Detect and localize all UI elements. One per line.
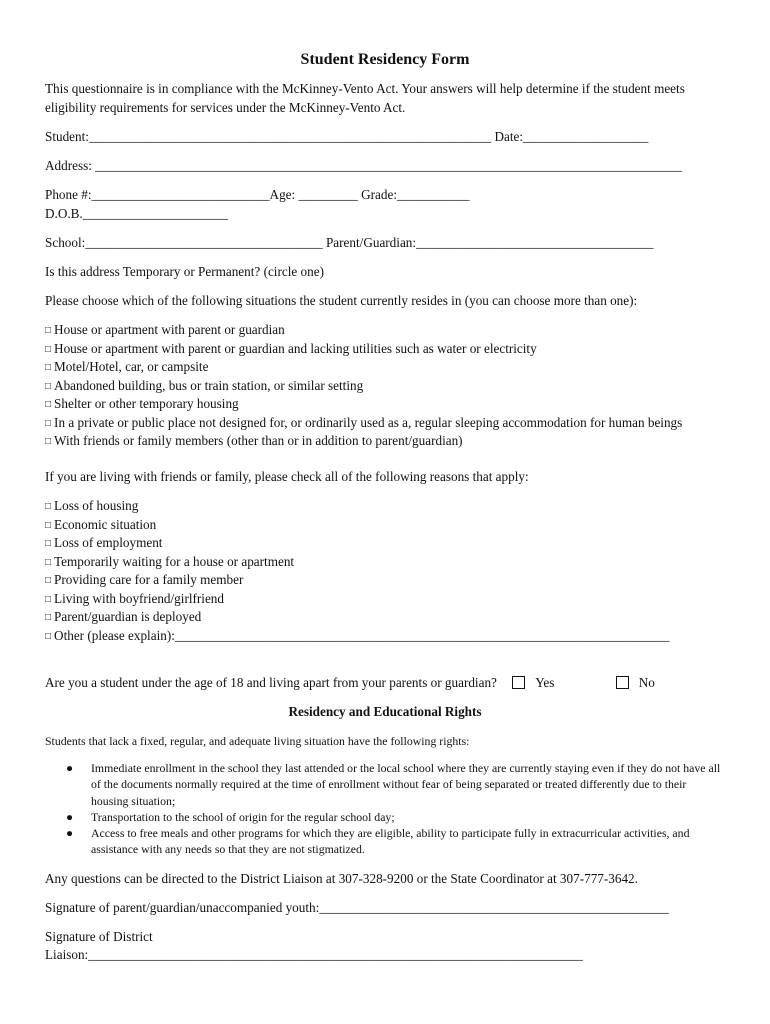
minor-question-row (45, 674, 655, 693)
checkbox-icon[interactable]: □ (45, 362, 52, 373)
reason-label: Temporarily waiting for a house or apartment (54, 553, 295, 569)
situation-label: Abandoned building, bus or train station, or similar setting (54, 377, 364, 393)
situation-option[interactable] (45, 358, 730, 377)
situations-list (45, 321, 730, 451)
rights-heading: Residency and Educational Rights (288, 704, 482, 719)
bullet-icon: ● (66, 826, 74, 841)
reason-option[interactable] (45, 516, 730, 535)
reason-option[interactable] (45, 571, 730, 590)
checkbox-icon[interactable]: □ (45, 593, 52, 605)
situation-label: With friends or family members (other than or in addition to parent/guardian) (54, 433, 463, 448)
checkbox-icon[interactable]: □ (45, 575, 52, 586)
checkbox-icon[interactable]: □ (45, 630, 52, 642)
rights-item (66, 760, 722, 809)
situation-label: Motel/Hotel, car, or campsite (54, 359, 209, 374)
checkbox-icon[interactable]: □ (45, 380, 52, 392)
checkbox-icon[interactable]: □ (45, 501, 52, 512)
situation-label: In a private or public place not designed for, or ordinarily used as a, regular sleeping accommodation for human beings (54, 414, 683, 430)
reason-label: Other (please explain):___________________________________________________________________________ (54, 627, 670, 643)
signature-liaison-field[interactable]: Liaison:___________________________________________________________________________ (45, 947, 583, 962)
address-field[interactable]: Address: _________________________________________________________________________________________ (45, 158, 683, 173)
checkbox-icon[interactable]: □ (45, 436, 52, 447)
rights-list (66, 760, 722, 858)
reason-label: Loss of housing (54, 498, 139, 513)
rights-item (66, 825, 722, 858)
form-title: Student Residency Form (300, 51, 470, 68)
situation-option[interactable] (45, 395, 730, 414)
bullet-icon: ● (66, 761, 74, 775)
reason-label: Providing care for a family member (54, 572, 244, 587)
situations-prompt: Please choose which of the following situations the student currently resides in (you can choose more than one): (45, 293, 638, 308)
reasons-list (45, 497, 730, 645)
situation-option[interactable] (45, 340, 730, 359)
situation-option[interactable] (45, 414, 730, 433)
reason-label: Loss of employment (54, 535, 163, 550)
rights-text: Immediate enrollment in the school they last attended or the local school where they are currently staying even if they do not have all of the documents normally required at the time of enrollment without fear of being separated or treated differently due to their housing situation; (91, 761, 721, 808)
situation-option[interactable] (45, 321, 730, 340)
student-date-field[interactable]: Student:_____________________________________________________________ Date:___________________ (45, 129, 649, 144)
reason-option-other[interactable] (45, 627, 730, 646)
checkbox-icon[interactable]: □ (45, 556, 52, 568)
yes-checkbox[interactable] (512, 676, 525, 689)
phone-age-grade-field[interactable]: Phone #:___________________________Age: _________ Grade:___________ (45, 187, 470, 202)
situation-label: Shelter or other temporary housing (54, 396, 239, 411)
yes-label: Yes (535, 675, 555, 690)
rights-text: Transportation to the school of origin for the regular school day; (91, 809, 395, 824)
dob-field[interactable]: D.O.B.______________________ (45, 206, 228, 221)
minor-question: Are you a student under the age of 18 and living apart from your parents or guardian? (45, 675, 497, 690)
reason-option[interactable] (45, 553, 730, 572)
situation-label: House or apartment with parent or guardian (54, 322, 285, 337)
situation-label: House or apartment with parent or guardian and lacking utilities such as water or electricity (54, 340, 537, 356)
reason-label: Economic situation (54, 516, 157, 532)
reason-option[interactable] (45, 608, 730, 627)
signature-liaison-label: Signature of District (45, 929, 153, 944)
school-parent-field[interactable]: School:____________________________________ Parent/Guardian:____________________________________ (45, 235, 654, 250)
rights-text: Access to free meals and other programs for which they are eligible, ability to participate fully in extracurricular activities, and assistance with any needs so that they are not stigmatized. (91, 826, 690, 857)
checkbox-icon[interactable]: □ (45, 399, 52, 410)
checkbox-icon[interactable]: □ (45, 538, 52, 549)
temporary-permanent-question: Is this address Temporary or Permanent? (circle one) (45, 264, 324, 279)
no-checkbox[interactable] (616, 676, 629, 689)
signature-parent-field[interactable]: Signature of parent/guardian/unaccompanied youth:_____________________________________________________ (45, 900, 669, 915)
rights-item (66, 809, 722, 825)
situation-option[interactable] (45, 377, 730, 396)
reason-label: Parent/guardian is deployed (54, 609, 202, 624)
checkbox-icon[interactable]: □ (45, 519, 52, 531)
reason-label: Living with boyfriend/girlfriend (54, 590, 224, 606)
checkbox-icon[interactable]: □ (45, 417, 52, 429)
checkbox-icon[interactable]: □ (45, 325, 52, 336)
situation-option[interactable] (45, 432, 730, 451)
reasons-prompt: If you are living with friends or family, please check all of the following reasons that apply: (45, 469, 529, 484)
reason-option[interactable] (45, 497, 730, 516)
contact-info: Any questions can be directed to the District Liaison at 307-328-9200 or the State Coordinator at 307-777-3642. (45, 871, 638, 886)
checkbox-icon[interactable]: □ (45, 343, 52, 355)
checkbox-icon[interactable]: □ (45, 612, 52, 623)
no-label: No (638, 675, 655, 690)
reason-option[interactable] (45, 590, 730, 609)
reason-option[interactable] (45, 534, 730, 553)
rights-intro: Students that lack a fixed, regular, and adequate living situation have the following rights: (45, 734, 470, 748)
bullet-icon: ● (66, 809, 74, 824)
intro-paragraph: This questionnaire is in compliance with the McKinney-Vento Act. Your answers will help determine if the student meets eligibility requirements for services under the McKinney-Vento Act. (45, 81, 685, 115)
